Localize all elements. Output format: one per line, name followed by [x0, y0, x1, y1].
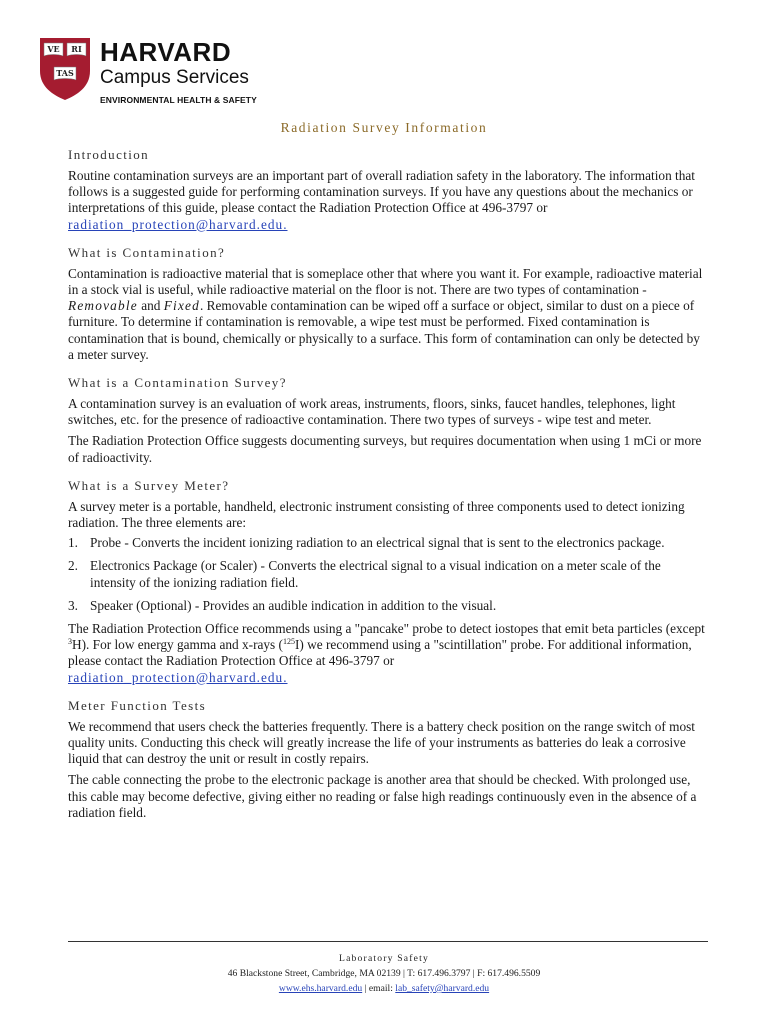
- intro-paragraph: [68, 168, 708, 233]
- document-body: [68, 146, 708, 821]
- contamination-text: Contamination is radioactive material that is someplace other that where you want it. For example, radioactive material in a stock vial is useful, while radioactive material on the floor is not. There are two types of contamination -: [68, 265, 703, 298]
- list-number: 1.: [68, 535, 78, 551]
- survey-paragraph-2: The Radiation Protection Office suggests documenting surveys, but requires documentation when using 1 mCi or more of radioactivity.: [68, 433, 702, 465]
- footer-email-label: | email:: [362, 983, 396, 994]
- section-heading-introduction: Introduction: [68, 147, 150, 162]
- harvard-logo: [39, 37, 257, 106]
- footer-label: Laboratory Safety: [339, 953, 429, 964]
- intro-text: Routine contamination surveys are an important part of overall radiation safety in the laboratory. The information that follows is a suggested guide for performing contamination surveys. If you have any questions about the mechanics or interpretations of this guide, please contact the Radiation Protection Office at 496-3797 or: [68, 168, 695, 216]
- meter-text: The Radiation Protection Office recommends using a "pancake" probe to detect iostopes that emit beta particles (except: [68, 621, 705, 637]
- meter-components-list: [68, 535, 708, 614]
- section-heading-meter-function-tests: Meter Function Tests: [68, 697, 207, 713]
- shield-word: TAS: [56, 68, 74, 78]
- survey-paragraph-1: A contamination survey is an evaluation of work areas, instruments, floors, sinks, faucet handles, telephones, light switches, etc. for the presence of radioactive contamination. There two types of surveys - wipe test and meter.: [68, 396, 676, 428]
- section-heading-survey-meter: What is a Survey Meter?: [68, 477, 230, 493]
- meter-paragraph-1: A survey meter is a portable, handheld, electronic instrument consisting of three components used to detect ionizing radiation. The three elements are:: [68, 498, 685, 531]
- footer: [0, 951, 768, 996]
- superscript: 125: [282, 637, 295, 647]
- list-text: Electronics Package (or Scaler) - Converts the electrical signal to a visual indication on a meter scale of the intensity of the ionizing radiation field.: [90, 558, 661, 590]
- list-item: [68, 558, 708, 590]
- dept-name: ENVIRONMENTAL HEALTH & SAFETY: [100, 95, 257, 105]
- harvard-shield-icon: [39, 37, 91, 101]
- footer-links: [0, 981, 768, 996]
- list-number: 2.: [68, 558, 78, 574]
- list-item: [68, 535, 708, 551]
- section-heading-contamination-survey: What is a Contamination Survey?: [68, 375, 287, 391]
- shield-word: VE: [47, 44, 60, 54]
- website-link[interactable]: www.ehs.harvard.edu: [278, 983, 363, 994]
- list-text: Speaker (Optional) - Provides an audible indication in addition to the visual.: [90, 597, 497, 613]
- footer-divider: [68, 941, 708, 942]
- list-text: Probe - Converts the incident ionizing radiation to an electrical signal that is sent to the electronics package.: [90, 535, 665, 551]
- section-heading-contamination: What is Contamination?: [68, 244, 226, 260]
- meter-paragraph-2: [68, 621, 708, 686]
- meter-text: I) we recommend using a "scintillation" probe. For additional information, please contact the Radiation Protection Office at 496-3797 or: [68, 637, 692, 669]
- contamination-text: and: [137, 298, 164, 314]
- document-title: Radiation Survey Information: [280, 120, 488, 135]
- list-item: [68, 598, 708, 614]
- shield-word: RI: [71, 44, 82, 54]
- radiation-protection-email-link[interactable]: radiation_protection@harvard.edu.: [68, 216, 288, 232]
- meter-text: H). For low energy gamma and x-rays (: [72, 637, 283, 653]
- tests-paragraph-1: We recommend that users check the batteries frequently. There is a battery check position on the range switch of most quality units. Conducting this check will greatly increase the life of your instruments as batteries do leak a corrosive liquid that can destroy the unit or result in costly repairs.: [68, 718, 695, 767]
- org-name: HARVARD: [100, 37, 232, 67]
- radiation-protection-email-link[interactable]: radiation_protection@harvard.edu.: [68, 669, 288, 685]
- list-number: 3.: [68, 597, 78, 613]
- contamination-paragraph: [68, 266, 708, 363]
- fixed-term: Fixed: [163, 298, 201, 314]
- removable-term: Removable: [68, 298, 138, 314]
- tests-paragraph-2: The cable connecting the probe to the electronic package is another area that should be checked. With prolonged use, this cable may become defective, giving either no reading or false high readings continuously even in the absence of a radiation field.: [68, 772, 697, 820]
- contamination-text: . Removable contamination can be wiped off a surface or object, similar to dust on a piece of furniture. To determine if contamination is removable, a wipe test must be performed. Fixed contamination is contamination that is bound, chemically or physically to a surface. This form of contamination can only be detected by a meter survey.: [68, 298, 700, 362]
- footer-address: 46 Blackstone Street, Cambridge, MA 02139 | T: 617.496.3797 | F: 617.496.5509: [227, 968, 541, 979]
- superscript: 3: [68, 637, 72, 647]
- unit-name: Campus Services: [100, 67, 249, 88]
- lab-safety-email-link[interactable]: lab_safety@harvard.edu: [395, 983, 490, 994]
